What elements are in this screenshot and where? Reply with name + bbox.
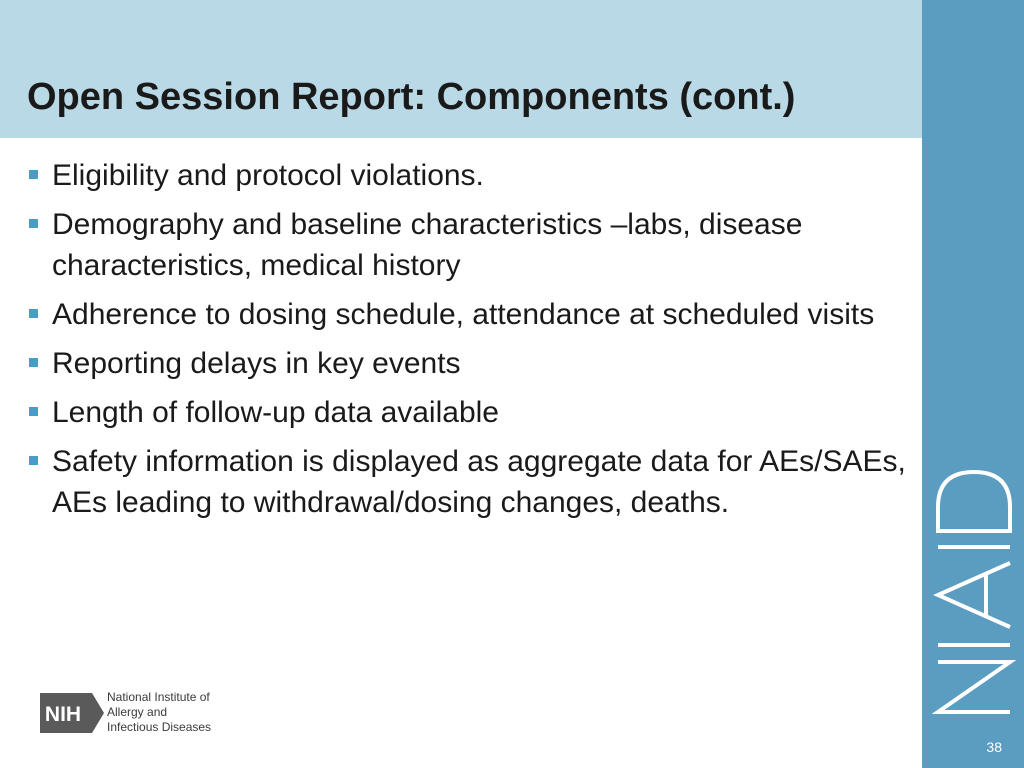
bullet-text: Demography and baseline characteristics –labs, disease characteristics, medical history xyxy=(52,208,803,282)
bullet-list xyxy=(27,155,907,531)
svg-text:NIH: NIH xyxy=(44,703,82,726)
logo-line: Allergy and xyxy=(107,705,168,719)
slide-title: Open Session Report: Components (cont.) xyxy=(27,76,796,118)
niaid-wordmark xyxy=(930,467,1018,717)
square-bullet-icon xyxy=(29,309,38,318)
logo-text xyxy=(107,690,297,735)
square-bullet-icon xyxy=(29,407,38,416)
square-bullet-icon xyxy=(29,219,38,228)
bullet-text: Reporting delays in key events xyxy=(52,347,461,380)
bullet-item xyxy=(27,204,907,286)
logo-line: Infectious Diseases xyxy=(107,720,212,734)
bullet-item xyxy=(27,155,907,196)
bullet-text: Adherence to dosing schedule, attendance at scheduled visits xyxy=(52,298,875,331)
niaid-logo xyxy=(40,690,300,738)
nih-logo-icon xyxy=(40,693,104,733)
bullet-item xyxy=(27,392,907,433)
bullet-text: Eligibility and protocol violations. xyxy=(52,159,484,192)
bullet-item xyxy=(27,294,907,335)
square-bullet-icon xyxy=(29,170,38,179)
bullet-text: Safety information is displayed as aggregate data for AEs/SAEs, AEs leading to withdrawal/dosing changes, deaths. xyxy=(52,445,906,519)
page-number: 38 xyxy=(986,739,1002,755)
logo-line: National Institute of xyxy=(107,690,210,704)
bullet-item xyxy=(27,343,907,384)
bullet-item xyxy=(27,441,907,523)
square-bullet-icon xyxy=(29,358,38,367)
square-bullet-icon xyxy=(29,456,38,465)
bullet-text: Length of follow-up data available xyxy=(52,396,499,429)
